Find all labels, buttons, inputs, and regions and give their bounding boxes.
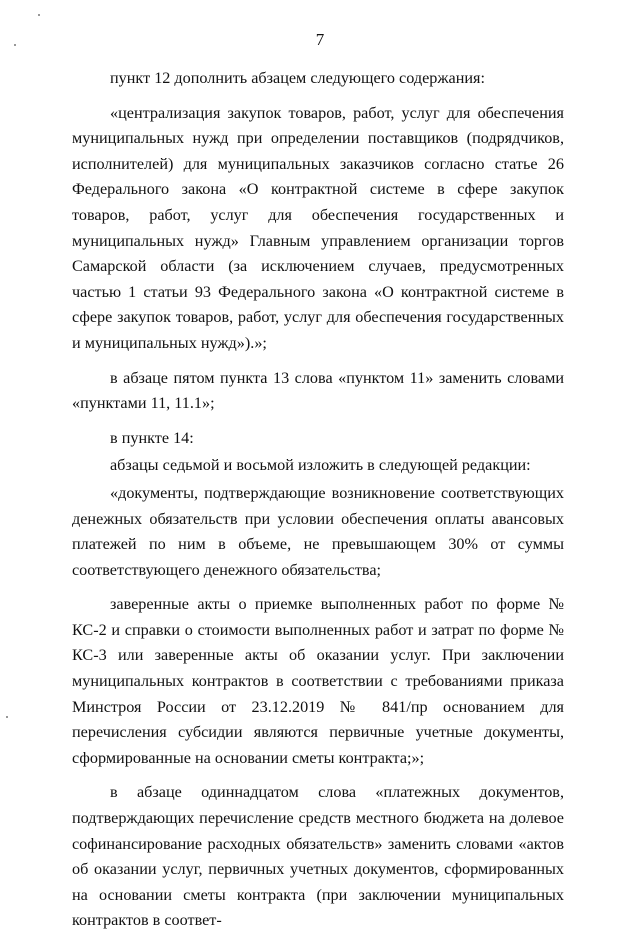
paragraph-new-wording-intro: абзацы седьмой и восьмой изложить в следующей редакции: [110,456,531,475]
paragraph-item-14-heading: в пункте 14: [110,428,194,447]
scan-speck [6,716,8,718]
document-body [72,66,564,943]
paragraph-item-13-replacement: в абзаце пятом пункта 13 слова «пунктом 11» заменить словами «пунктами 11, 11.1»; [72,368,564,413]
scan-speck [38,14,40,16]
paragraph-eleventh-indent: в абзаце одиннадцатом слова «платежных документов, подтверждающих перечисление средств местного бюджета на долевое софинансирование расходных обязательств» заменить словами «актов об оказании услуг, первичных учетных документов, сформированных на основании сметы контракта (при заключении муниципальных контрактов в соответ- [72,783,564,930]
paragraph-documents-quote: «документы, подтверждающие возникновение соответствующих денежных обязательств при условии обеспечения оплаты авансовых платежей по ним в объеме, не превышающем 30% от суммы соответствующего денежного обязательства; [72,483,564,579]
paragraph-amend-item-12: пункт 12 дополнить абзацем следующего содержания: [110,69,485,87]
paragraph-centralization-quote: «централизация закупок товаров, работ, услуг для обеспечения муниципальных нужд при определении поставщиков (подрядчиков, исполнителей) для муниципальных заказчиков согласно статье 26 Федерального закона «О контрактной системе в сфере закупок товаров, работ, услуг для обеспечения государственных и муниципальных нужд» Главным управлением организации торгов Самарской области (за исключением случаев, предусмотренных частью 1 статьи 93 Федерального закона «О контрактной системе в сфере закупок товаров, работ, услуг для обеспечения государственных и муниципальных нужд»).»; [72,103,564,352]
paragraph-certified-acts: заверенные акты о приемке выполненных работ по форме № КС-2 и справки о стоимости выполненных работ и затрат по форме № КС-3 или заверенные акты об оказании услуг. При заключении муниципальных контрактов в соответствии с требованиями приказа Минстроя России от 23.12.2019 № 841/пр основанием для перечисления субсидии являются первичные учетные документы, сформированные на основании сметы контракта;»; [72,595,564,767]
scan-speck [14,44,16,46]
page-number: 7 [315,30,325,49]
